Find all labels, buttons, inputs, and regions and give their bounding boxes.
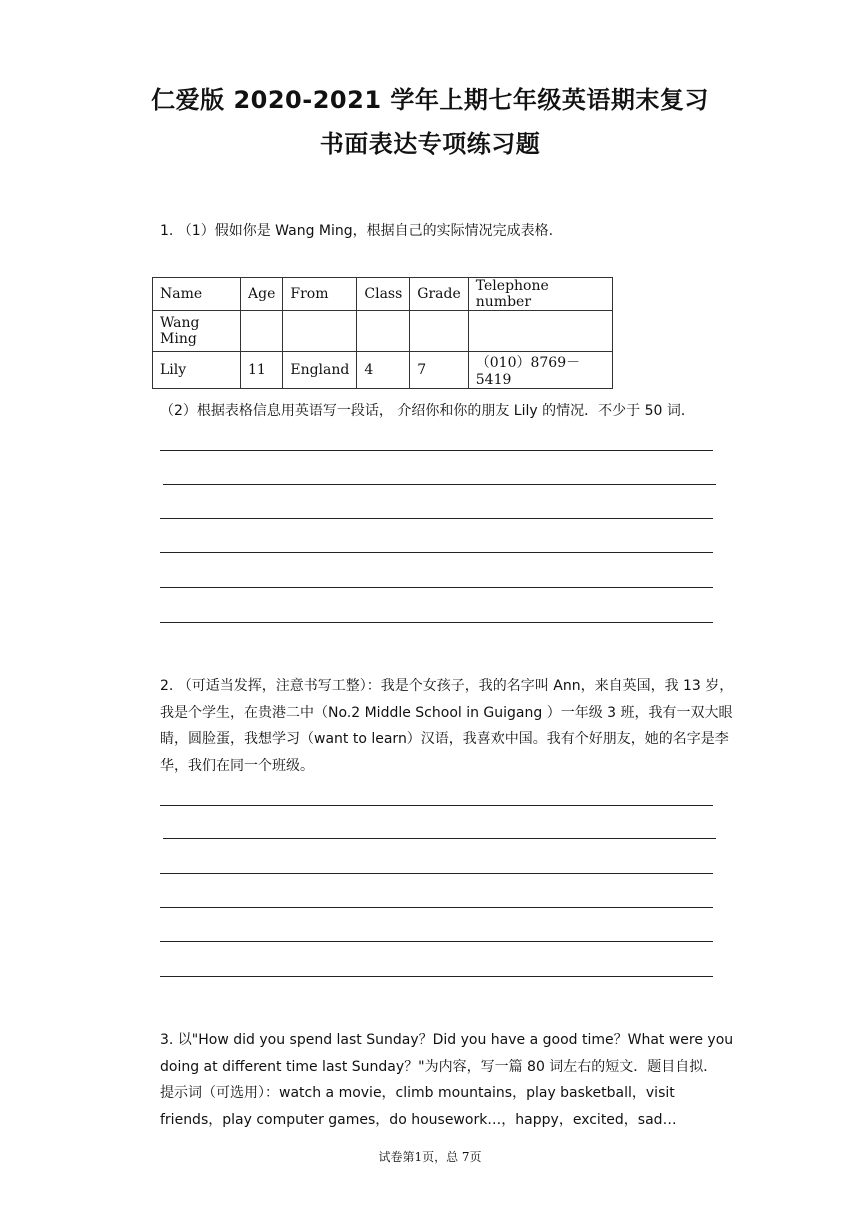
answer-line[interactable] — [163, 484, 716, 485]
table-cell: Wang Ming — [153, 311, 241, 352]
header-cell: Class — [357, 278, 410, 311]
question-1-part-2: （2）根据表格信息用英语写一段话， 介绍你和你的朋友 Lily 的情况．不少于 50 词． — [160, 403, 695, 419]
table-cell: 7 — [410, 352, 468, 389]
table-cell — [410, 311, 468, 352]
header-cell: Grade — [410, 278, 468, 311]
table-row — [153, 311, 613, 352]
answer-line[interactable] — [160, 941, 713, 942]
question-3-prompt: 3. 以"How did you spend last Sunday？Did you have a good time？What were you doing at different time last Sunday？"为内容，写一篇 80 词左右的短文．题目自拟． — [160, 1032, 734, 1075]
table-cell — [468, 311, 612, 352]
question-3-hints: 提示词（可选用）：watch a movie，climb mountains，play basketball，visit friends，play computer games，do housework…，happy，excited，sad… — [160, 1085, 677, 1128]
header-cell: Telephone number — [468, 278, 612, 311]
header-cell: Name — [153, 278, 241, 311]
table-cell: England — [283, 352, 357, 389]
answer-line[interactable] — [160, 450, 713, 451]
question-1-intro: 1. （1）假如你是 Wang Ming，根据自己的实际情况完成表格. — [160, 223, 554, 239]
table-header-row — [153, 278, 613, 311]
table-cell: （010）8769－5419 — [468, 352, 612, 389]
question-3-text — [160, 1027, 735, 1133]
page-footer: 试卷第1页，总 7页 — [378, 1150, 482, 1164]
question-2-text: 2. （可适当发挥，注意书写工整）：我是个女孩子，我的名字叫 Ann，来自英国，我 13 岁，我是个学生，在贵港二中（No.2 Middle School in Guigang ）一年级 3 班，我有一双大眼睛，圆脸蛋，我想学习（want to learn）汉语，我喜欢中国。我有个好朋友，她的名字是李华，我们在同一个班级。 — [160, 678, 734, 774]
answer-line[interactable] — [160, 907, 713, 908]
answer-line[interactable] — [163, 838, 716, 839]
answer-line[interactable] — [160, 805, 713, 806]
answer-line[interactable] — [160, 873, 713, 874]
answer-line[interactable] — [160, 552, 713, 553]
answer-line[interactable] — [160, 518, 713, 519]
answer-line[interactable] — [160, 622, 713, 623]
table-cell: Lily — [153, 352, 241, 389]
answer-line[interactable] — [160, 587, 713, 588]
table-cell — [357, 311, 410, 352]
table-row — [153, 352, 613, 389]
title-line-2: 书面表达专项练习题 — [319, 130, 541, 158]
table-cell: 11 — [241, 352, 283, 389]
table-cell: 4 — [357, 352, 410, 389]
title-line-1: 仁爱版 2020-2021 学年上期七年级英语期末复习 — [151, 86, 709, 114]
header-cell: From — [283, 278, 357, 311]
info-table — [152, 277, 613, 389]
answer-line[interactable] — [160, 976, 713, 977]
header-cell: Age — [241, 278, 283, 311]
table-cell — [283, 311, 357, 352]
table-cell — [241, 311, 283, 352]
